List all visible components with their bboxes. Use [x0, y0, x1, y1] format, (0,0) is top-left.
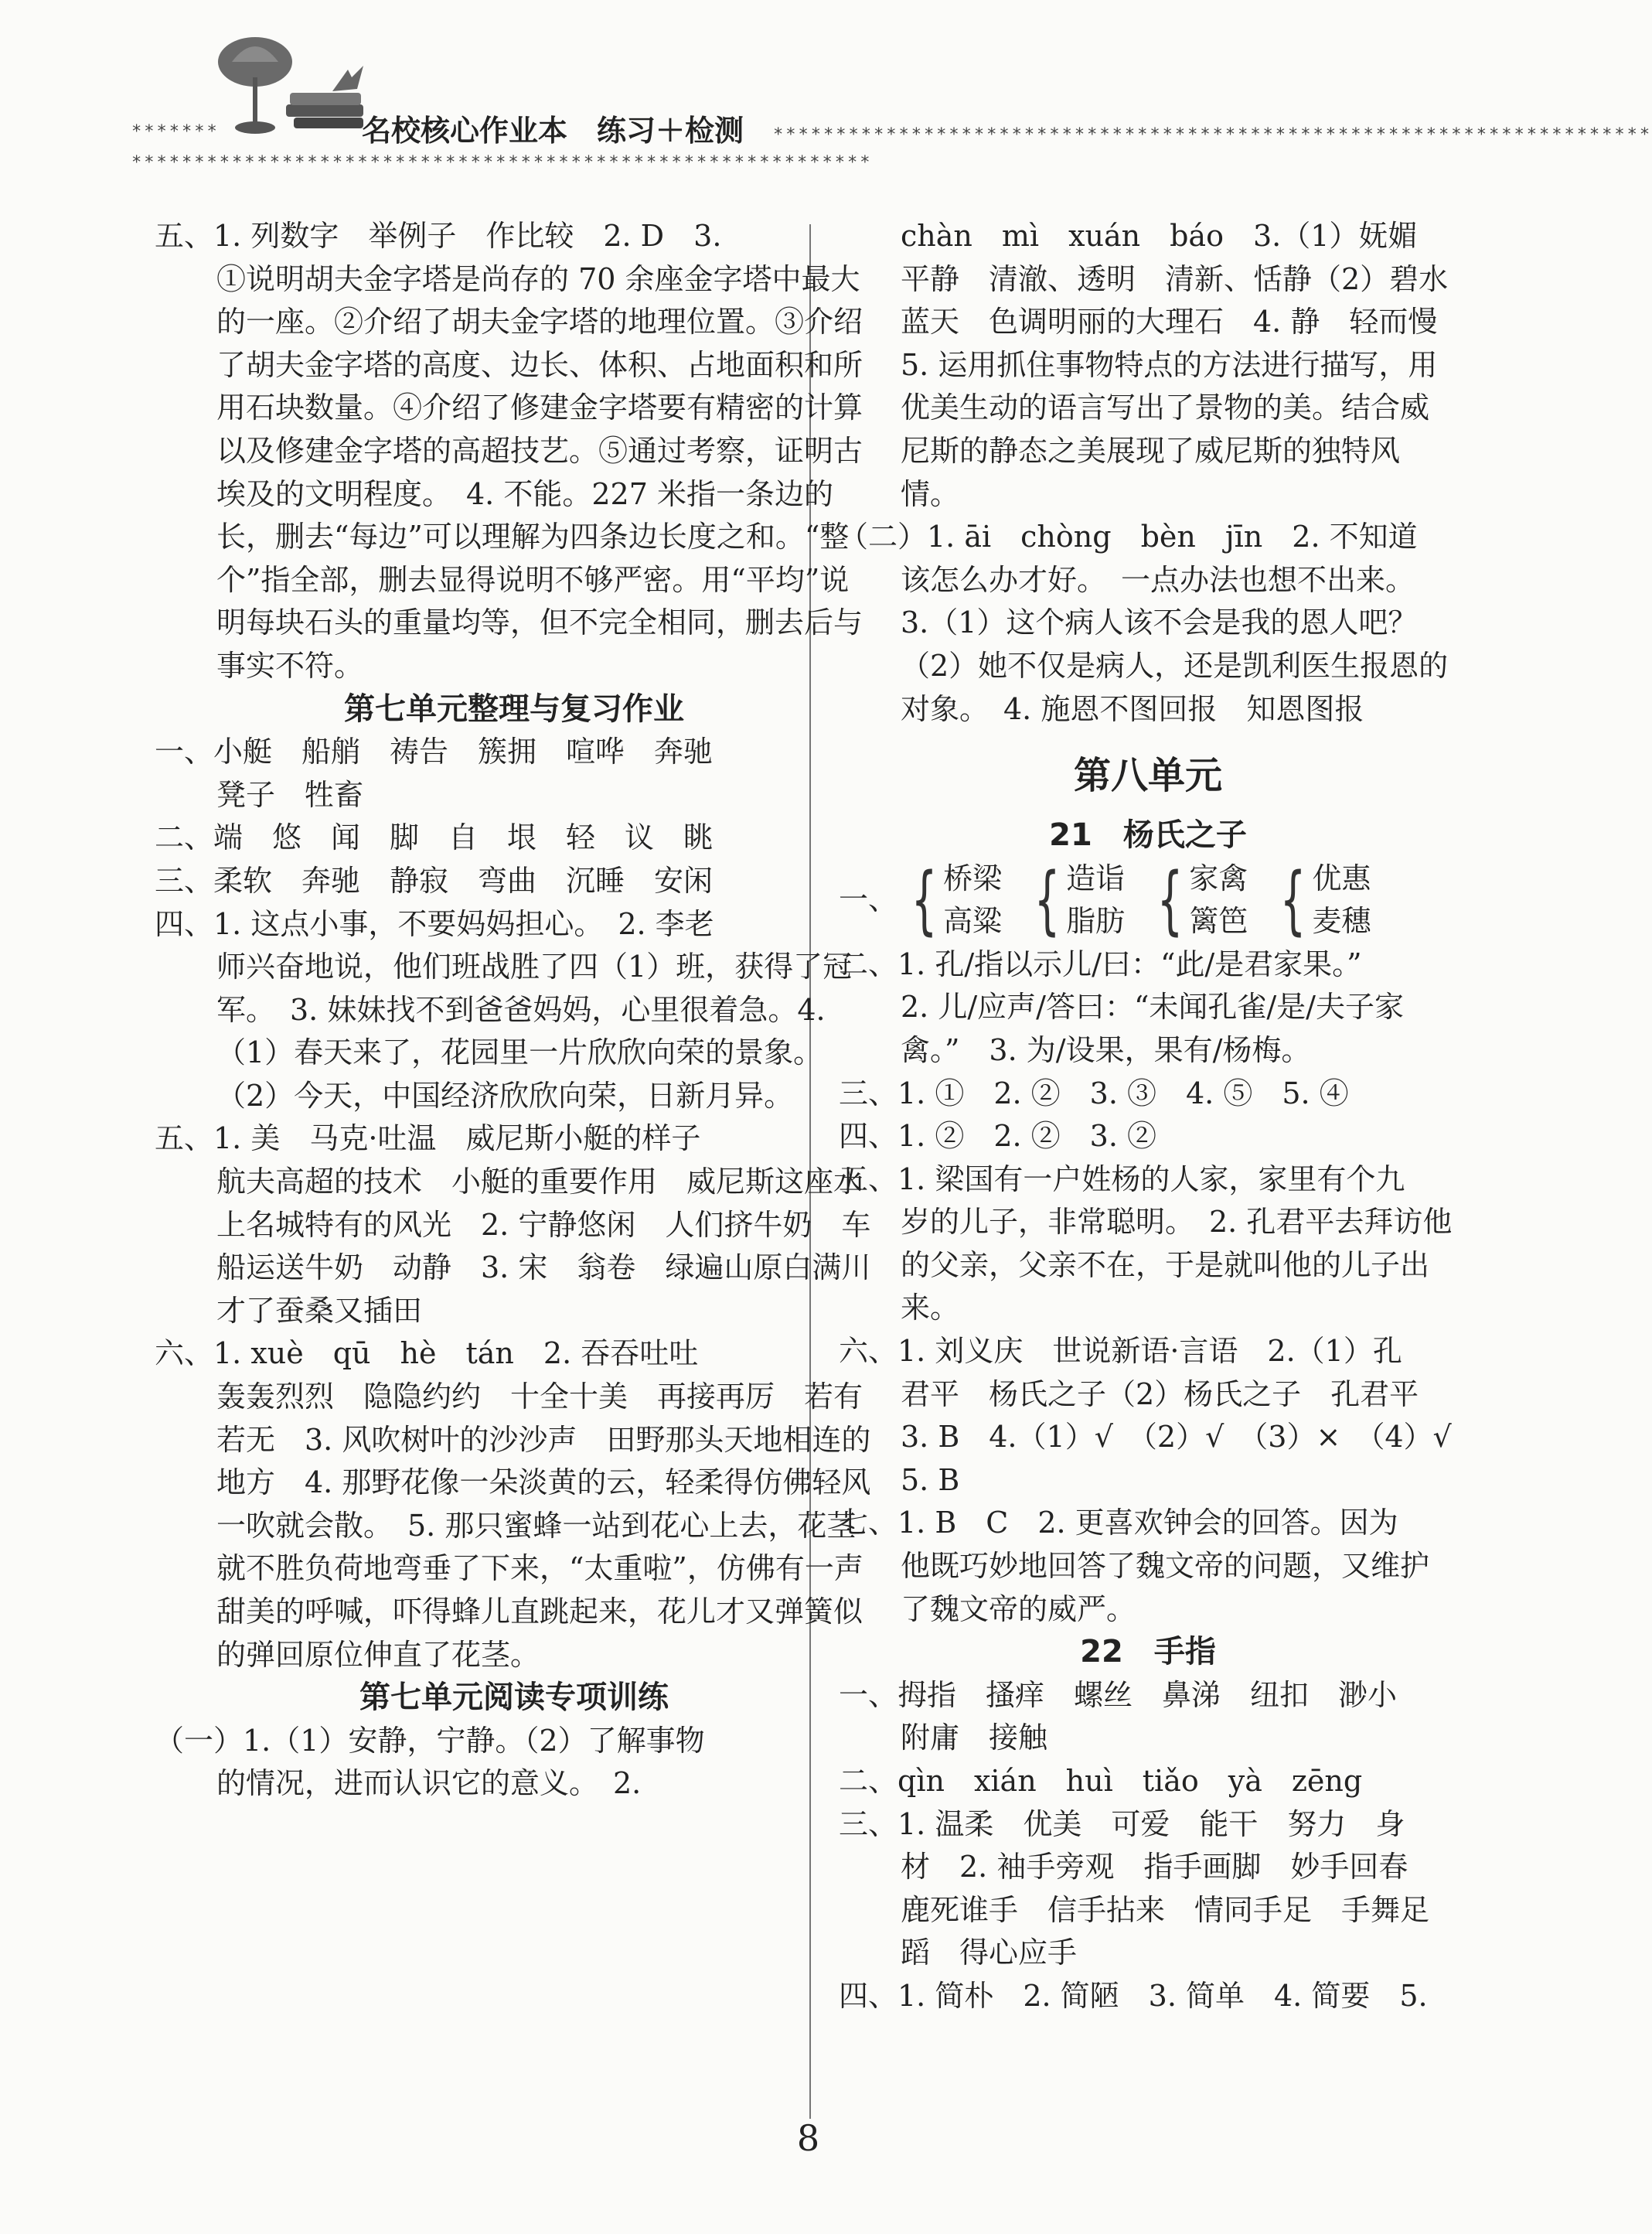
answer-line: 四、1. 简朴 2. 简陋 3. 简单 4. 简要 5. [839, 1978, 1428, 2013]
brace-icon: { [911, 857, 938, 944]
answer-line: 二、端 悠 闻 脚 自 垠 轻 议 眺 [155, 820, 714, 855]
word-item: 桥梁 [943, 861, 1003, 895]
answer-line: （二）1. āi chòng bèn jīn 2. 不知道 [839, 520, 1418, 554]
section-heading: 第七单元阅读专项训练 [359, 1680, 669, 1716]
answer-line: 一、拇指 搔痒 螺丝 鼻涕 纽扣 渺小 [839, 1677, 1398, 1712]
brace-icon: { [1034, 857, 1061, 944]
section-heading: 22 手指 [1080, 1634, 1216, 1670]
answer-line: 六、1. 刘义庆 世说新语·言语 2.（1）孔 [839, 1334, 1402, 1369]
word-item: 造诣 [1066, 861, 1126, 895]
answer-line: 二、1. 孔/指以示儿/曰：“此/是君家果。” [839, 946, 1362, 981]
answer-line: （一）1.（1）安静，宁静。（2）了解事物 [155, 1723, 705, 1758]
answer-line: 五、1. 梁国有一户姓杨的人家，家里有个九 [839, 1161, 1405, 1196]
word-item: 麦穗 [1312, 904, 1371, 939]
word-item: 篱笆 [1189, 904, 1248, 939]
left-column [155, 215, 901, 1806]
answer-line: 附庸 接触 [901, 1721, 1048, 1755]
answer-line: 航夫高超的技术 小艇的重要作用 威尼斯这座水上名城特有的风光 2. 宁静悠闲 人们挤牛奶 车船运送牛奶 动静 3. 宋 翁卷 绿遍山原白满川 才了蚕桑又插田 [216, 1165, 901, 1328]
answer-line: 该怎么办才好。 一点办法也想不出来。 3.（1）这个病人该不会是我的恩人吧？ （2）她不仅是病人，还是凯利医生报恩的对象。 4. 施恩不图回报 知恩图报 [901, 562, 1449, 726]
answer-line: 六、1. xuè qū hè tán 2. 吞吞吐吐 [155, 1336, 699, 1371]
word-pair-group [1024, 858, 1125, 943]
section-heading: 21 杨氏之子 [1049, 817, 1247, 854]
answer-line: 五、1. 列数字 举例子 作比较 2. D 3. [155, 219, 722, 253]
answer-line: 二、qìn xián huì tiǎo yà zēng [839, 1764, 1363, 1798]
word-item: 高粱 [943, 904, 1003, 939]
answer-brace-row [839, 858, 1457, 943]
answer-number: 一、 [839, 882, 898, 917]
desk-lamp-books-icon [216, 31, 371, 147]
series-title: 名校核心作业本 练习＋检测 [362, 114, 744, 148]
header-dots-bottom: *********************************************************** [131, 153, 873, 172]
word-item: 优惠 [1312, 861, 1371, 895]
answer-line: 2. 儿/应声/答曰：“未闻孔雀/是/夫子家禽。” 3. 为/设果，果有/杨梅。 [901, 990, 1404, 1067]
answer-line: 轰轰烈烈 隐隐约约 十全十美 再接再厉 若有若无 3. 风吹树叶的沙沙声 田野那头天地相连的地方 4. 那野花像一朵淡黄的云，轻柔得仿佛轻风一吹就会散。 5. 那只蜜蜂一站到花心上去，花茎就不胜负荷地弯垂了下来，“太重啦”，仿佛有一声甜美的呼喊，吓得蜂儿直跳起来，花儿才又弹簧似的弹回原位伸直了花茎。 [216, 1380, 871, 1672]
right-column [839, 215, 1481, 2018]
word-pair-group [1269, 858, 1371, 943]
section-heading: 第八单元 [1073, 754, 1222, 798]
answer-line: 五、1. 美 马克·吐温 威尼斯小艇的样子 [155, 1121, 701, 1156]
word-item: 脂肪 [1066, 904, 1126, 939]
answer-line: 四、1. ② 2. ② 3. ② [839, 1119, 1157, 1154]
brace-icon: { [1156, 857, 1184, 944]
header-dots-left: ******* [131, 122, 220, 142]
page-number: 8 [796, 2117, 820, 2159]
section-heading: 第七单元整理与复习作业 [344, 691, 684, 727]
answer-line: 材 2. 袖手旁观 指手画脚 妙手回春 鹿死谁手 信手拈来 情同手足 手舞足蹈 得心应手 [901, 1850, 1438, 1970]
answer-line: 君平 杨氏之子（2）杨氏之子 孔君平 3. B 4.（1）√ （2）√ （3）× （4）√ 5. B [901, 1376, 1481, 1497]
page-header [0, 0, 1652, 178]
answer-line: 的情况，进而认识它的意义。 2. [216, 1766, 642, 1801]
header-dots-right: ********************************************************************** [773, 125, 1652, 145]
answer-line: 岁的儿子，非常聪明。 2. 孔君平去拜访他的父亲，父亲不在，于是就叫他的儿子出来。 [901, 1205, 1453, 1325]
word-item: 家禽 [1189, 861, 1248, 895]
answer-line: 一、小艇 船艄 祷告 簇拥 喧哗 奔驰 [155, 735, 714, 769]
word-pair-group [1146, 858, 1248, 943]
answer-line: 七、1. B C 2. 更喜欢钟会的回答。因为 [839, 1506, 1398, 1540]
answer-line: 三、柔软 奔驰 静寂 弯曲 沉睡 安闲 [155, 863, 714, 898]
brace-icon: { [1280, 857, 1306, 944]
answer-line: 四、1. 这点小事，不要妈妈担心。 2. 李老 [155, 906, 714, 941]
answer-line: 三、1. 温柔 优美 可爱 能干 努力 身 [839, 1806, 1405, 1841]
answer-line: 他既巧妙地回答了魏文帝的问题，又维护了魏文帝的威严。 [901, 1549, 1430, 1626]
word-pair-group [901, 858, 1002, 943]
answer-line: 凳子 牲畜 [216, 777, 364, 812]
answer-line: 三、1. ① 2. ② 3. ③ 4. ⑤ 5. ④ [839, 1076, 1349, 1110]
answer-line: chàn mì xuán báo 3.（1）妩媚 平静 清澈、透明 清新、恬静（2）碧水 蓝天 色调明丽的大理石 4. 静 轻而慢 5. 运用抓住事物特点的方法进行描写，用优美生动的语言写出了景物的美。结合威尼斯的静态之美展现了威尼斯的独特风情。 [901, 219, 1478, 511]
answer-line: ①说明胡夫金字塔是尚存的 70 余座金字塔中最大的一座。②介绍了胡夫金字塔的地理位置。③介绍了胡夫金字塔的高度、边长、体积、占地面积和所用石块数量。④介绍了修建金字塔要有精密的计算以及修建金字塔的高超技艺。⑤通过考察，证明古埃及的文明程度。 4. 不能。227 米指一条边的长，删去“每边”可以理解为四条边长度之和。“整个”指全部，删去显得说明不够严密。用“平均”说明每块石头的重量均等，但不完全相同，删去后与事实不符。 [216, 261, 863, 683]
answer-line: 师兴奋地说，他们班战胜了四（1）班，获得了冠军。 3. 妹妹找不到爸爸妈妈，心里很着急。4.（1）春天来了，花园里一片欣欣向荣的景象。 （2）今天，中国经济欣欣向荣，日新月异。 [216, 950, 853, 1113]
